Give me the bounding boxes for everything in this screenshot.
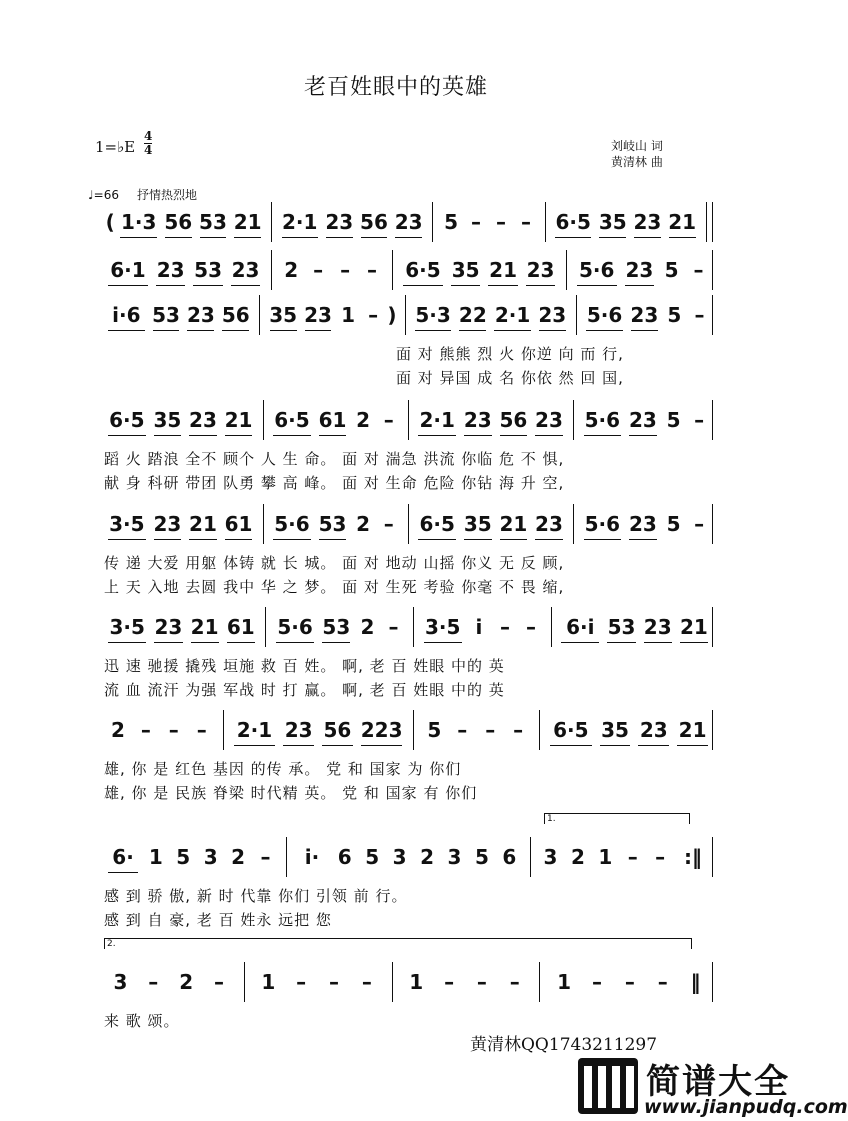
note: 35 — [451, 258, 480, 282]
note: 2 — [356, 408, 371, 432]
dash-note: – — [383, 512, 394, 536]
row-end-bar — [712, 400, 713, 440]
dash-note: – — [657, 970, 668, 994]
row-end-bar — [712, 250, 713, 290]
note: 2 — [356, 512, 371, 536]
note: 2·1 — [494, 303, 531, 327]
note: 2·1 — [236, 718, 273, 742]
note: 6·5 — [109, 408, 145, 432]
note: 35 — [598, 210, 627, 234]
lyric-line-2: 雄, 你 是 民族 脊梁 时代精 英。 党 和 国家 有 你们 — [104, 784, 478, 802]
note: 23 — [526, 258, 555, 282]
note: 5·6 — [277, 615, 313, 639]
note: 23 — [156, 258, 185, 282]
note: 53 — [152, 303, 180, 327]
note: 5 — [666, 512, 681, 536]
note: 56 — [323, 718, 352, 742]
note: i — [475, 615, 483, 639]
dash-note: – — [591, 970, 602, 994]
melody-line — [0, 718, 792, 748]
lyric-line-1: 雄, 你 是 红色 基因 的传 承。 党 和 国家 为 你们 — [104, 760, 462, 778]
dash-note: – — [694, 408, 705, 432]
note: 1 — [557, 970, 572, 994]
note: 5 — [664, 258, 679, 282]
note: 1 — [598, 845, 613, 869]
site-url: www.jianpudq.com — [644, 1096, 848, 1118]
note: 23 — [630, 303, 659, 327]
dash-note: – — [526, 615, 537, 639]
note: 35 — [153, 408, 182, 432]
note: 5·6 — [584, 408, 621, 432]
note: 6 — [502, 845, 517, 869]
note: ( — [105, 210, 115, 234]
note: 3·5 — [109, 512, 145, 536]
note: 56 — [221, 303, 250, 327]
note: 23 — [394, 210, 423, 234]
note: 6·5 — [555, 210, 591, 234]
note: 23 — [304, 303, 332, 327]
time-signature-top: 4 — [144, 129, 153, 143]
note: 1 — [409, 970, 424, 994]
note: 5 — [666, 408, 681, 432]
note: 23 — [629, 408, 657, 432]
note: ‖ — [690, 970, 701, 994]
note: 21 — [678, 718, 707, 742]
note: 5·6 — [586, 303, 623, 327]
note: 6·5 — [419, 512, 455, 536]
note: 6 — [337, 845, 352, 869]
note: ) — [387, 303, 397, 327]
dash-note: – — [329, 970, 340, 994]
note: 53 — [318, 512, 347, 536]
dash-note: – — [140, 718, 151, 742]
row-end-bar — [712, 837, 713, 877]
melody-line — [0, 210, 792, 240]
dash-note: – — [148, 970, 159, 994]
note: 2·1 — [419, 408, 455, 432]
key-signature: 1=♭E — [95, 138, 136, 156]
volta-bracket: 1. — [544, 813, 690, 824]
note: 21 — [489, 258, 517, 282]
note: 2·1 — [282, 210, 318, 234]
melody-line — [0, 303, 792, 333]
note: 3 — [447, 845, 462, 869]
row-end-bar — [712, 962, 713, 1002]
dash-note: – — [509, 970, 520, 994]
row-end-bar — [712, 710, 713, 750]
note: 23 — [189, 408, 217, 432]
dash-note: – — [471, 210, 481, 234]
dash-note: – — [495, 210, 506, 234]
tempo-marking — [88, 186, 197, 203]
dash-note: – — [520, 210, 531, 234]
note: 61 — [318, 408, 347, 432]
note: 23 — [629, 512, 657, 536]
note: 1 — [261, 970, 276, 994]
row-end-bar — [712, 202, 713, 242]
lyric-line-1: 迅 速 驰援 撬残 垣施 救 百 姓。 啊, 老 百 姓眼 中的 英 — [104, 657, 505, 675]
note: 21 — [190, 615, 219, 639]
note: 3·5 — [109, 615, 145, 639]
note: i·6 — [112, 303, 141, 327]
expression-mark: 抒情热烈地 — [136, 188, 197, 202]
lyric-line-1: 面 对 熊熊 烈 火 你逆 向 而 行, — [396, 345, 624, 363]
note: 5 — [667, 303, 682, 327]
note: 23 — [625, 258, 654, 282]
time-signature — [144, 130, 152, 157]
melody-line — [0, 512, 792, 542]
note: 2 — [179, 970, 194, 994]
melody-line — [0, 845, 792, 875]
note: 53 — [322, 615, 351, 639]
note: 53 — [607, 615, 636, 639]
note: 6·i — [566, 615, 595, 639]
note: 53 — [199, 210, 227, 234]
note: 6·1 — [110, 258, 146, 282]
note: 21 — [499, 512, 528, 536]
note: 21 — [668, 210, 697, 234]
note: 21 — [233, 210, 262, 234]
lyric-line-2: 面 对 异国 成 名 你依 然 回 国, — [396, 369, 624, 387]
dash-note: – — [499, 615, 510, 639]
dash-note: – — [694, 512, 705, 536]
note: 21 — [679, 615, 708, 639]
note: :‖ — [683, 845, 702, 869]
note: 5·6 — [274, 512, 310, 536]
note: 2 — [420, 845, 434, 869]
note: 5 — [365, 845, 380, 869]
lyric-line-2: 流 血 流汗 为强 军战 时 打 赢。 啊, 老 百 姓眼 中的 英 — [104, 681, 505, 699]
lyric-line-1: 蹈 火 踏浪 全不 顾个 人 生 命。 面 对 湍急 洪流 你临 危 不 惧, — [104, 450, 565, 468]
note: 23 — [535, 408, 563, 432]
site-brand: 简谱大全 — [646, 1062, 790, 1102]
note: 5 — [474, 845, 489, 869]
lyric-line-2: 献 身 科研 带团 队勇 攀 高 峰。 面 对 生命 危险 你钻 海 升 空, — [104, 474, 565, 492]
note: 23 — [643, 615, 672, 639]
note: i· — [304, 845, 320, 869]
note: 5 — [176, 845, 191, 869]
note: 6· — [112, 845, 134, 869]
dash-note: – — [513, 718, 524, 742]
note: 22 — [458, 303, 487, 327]
note: 23 — [325, 210, 354, 234]
lyric-line-1: 来 歌 颂。 — [104, 1012, 180, 1030]
note: 21 — [224, 408, 253, 432]
note: 5·6 — [578, 258, 615, 282]
note: 5 — [427, 718, 442, 742]
dash-note: – — [260, 845, 271, 869]
note: 2 — [231, 845, 246, 869]
dash-note: – — [340, 258, 351, 282]
note: 1 — [341, 303, 355, 327]
note: 5·3 — [415, 303, 451, 327]
dash-note: – — [624, 970, 635, 994]
dash-note: – — [485, 718, 496, 742]
note: 61 — [224, 512, 253, 536]
dash-note: – — [388, 615, 399, 639]
note: 56 — [499, 408, 528, 432]
tempo-value: ♩=66 — [88, 188, 119, 202]
note: 23 — [535, 512, 563, 536]
row-end-bar — [712, 504, 713, 544]
dash-note: – — [693, 258, 704, 282]
note: 35 — [269, 303, 298, 327]
note: 2 — [284, 258, 299, 282]
note: 56 — [164, 210, 193, 234]
note: 21 — [189, 512, 217, 536]
note: 5 — [444, 210, 458, 234]
dash-note: – — [694, 303, 705, 327]
note: 3 — [113, 970, 128, 994]
note: 6·5 — [274, 408, 310, 432]
note: 23 — [633, 210, 662, 234]
dash-note: – — [383, 408, 394, 432]
note: 5·6 — [584, 512, 621, 536]
lyric-line-1: 感 到 骄 傲, 新 时 代靠 你们 引领 前 行。 — [104, 887, 408, 905]
note: 56 — [360, 210, 388, 234]
note: 23 — [639, 718, 668, 742]
melody-line — [0, 408, 792, 438]
note: 223 — [360, 718, 403, 742]
lyric-line-2: 上 天 入地 去圆 我中 华 之 梦。 面 对 生死 考验 你毫 不 畏 缩, — [104, 578, 565, 596]
note: 6·5 — [553, 718, 589, 742]
note: 2 — [360, 615, 375, 639]
site-logo — [574, 1056, 848, 1121]
note: 23 — [463, 408, 492, 432]
time-signature-bottom: 4 — [144, 143, 153, 157]
dash-note: – — [655, 845, 666, 869]
piano-keys-icon — [578, 1058, 638, 1114]
note: 23 — [153, 512, 182, 536]
dash-note: – — [444, 970, 455, 994]
lyric-line-2: 感 到 自 豪, 老 百 姓永 远把 您 — [104, 911, 332, 929]
note: 3 — [203, 845, 218, 869]
dash-note: – — [313, 258, 324, 282]
dash-note: – — [368, 303, 379, 327]
note: 1 — [148, 845, 163, 869]
note: 23 — [186, 303, 215, 327]
dash-note: – — [214, 970, 225, 994]
note: 23 — [231, 258, 260, 282]
note: 35 — [601, 718, 629, 742]
melody-line — [0, 615, 792, 645]
dash-note: – — [168, 718, 179, 742]
dash-note: – — [457, 718, 468, 742]
note: 53 — [194, 258, 222, 282]
note: 2 — [110, 718, 125, 742]
dash-note: – — [367, 258, 378, 282]
note: 1·3 — [120, 210, 157, 234]
dash-note: – — [476, 970, 487, 994]
row-end-bar — [712, 607, 713, 647]
note: 35 — [463, 512, 492, 536]
note: 23 — [538, 303, 567, 327]
composer: 黄清林 曲 — [611, 155, 663, 169]
lyricist: 刘岐山 词 — [611, 139, 663, 153]
lyric-line-1: 传 递 大爱 用躯 体铸 就 长 城。 面 对 地动 山摇 你义 无 反 顾, — [104, 554, 565, 572]
melody-line — [0, 970, 792, 1000]
row-end-bar — [712, 295, 713, 335]
dash-note: – — [196, 718, 207, 742]
transcriber-credit: 黄清林QQ1743211297 — [470, 1035, 658, 1055]
song-title: 老百姓眼中的英雄 — [303, 75, 488, 100]
note: 23 — [284, 718, 313, 742]
note: 61 — [226, 615, 255, 639]
note: 6·5 — [405, 258, 441, 282]
dash-note: – — [627, 845, 638, 869]
melody-line — [0, 258, 792, 288]
dash-note: – — [296, 970, 307, 994]
note: 3 — [543, 845, 558, 869]
note: 23 — [154, 615, 183, 639]
note: 2 — [570, 845, 585, 869]
note: 3 — [392, 845, 407, 869]
credits — [611, 138, 663, 170]
note: 3·5 — [425, 615, 461, 639]
dash-note: – — [361, 970, 372, 994]
volta-bracket: 2. — [104, 938, 692, 949]
